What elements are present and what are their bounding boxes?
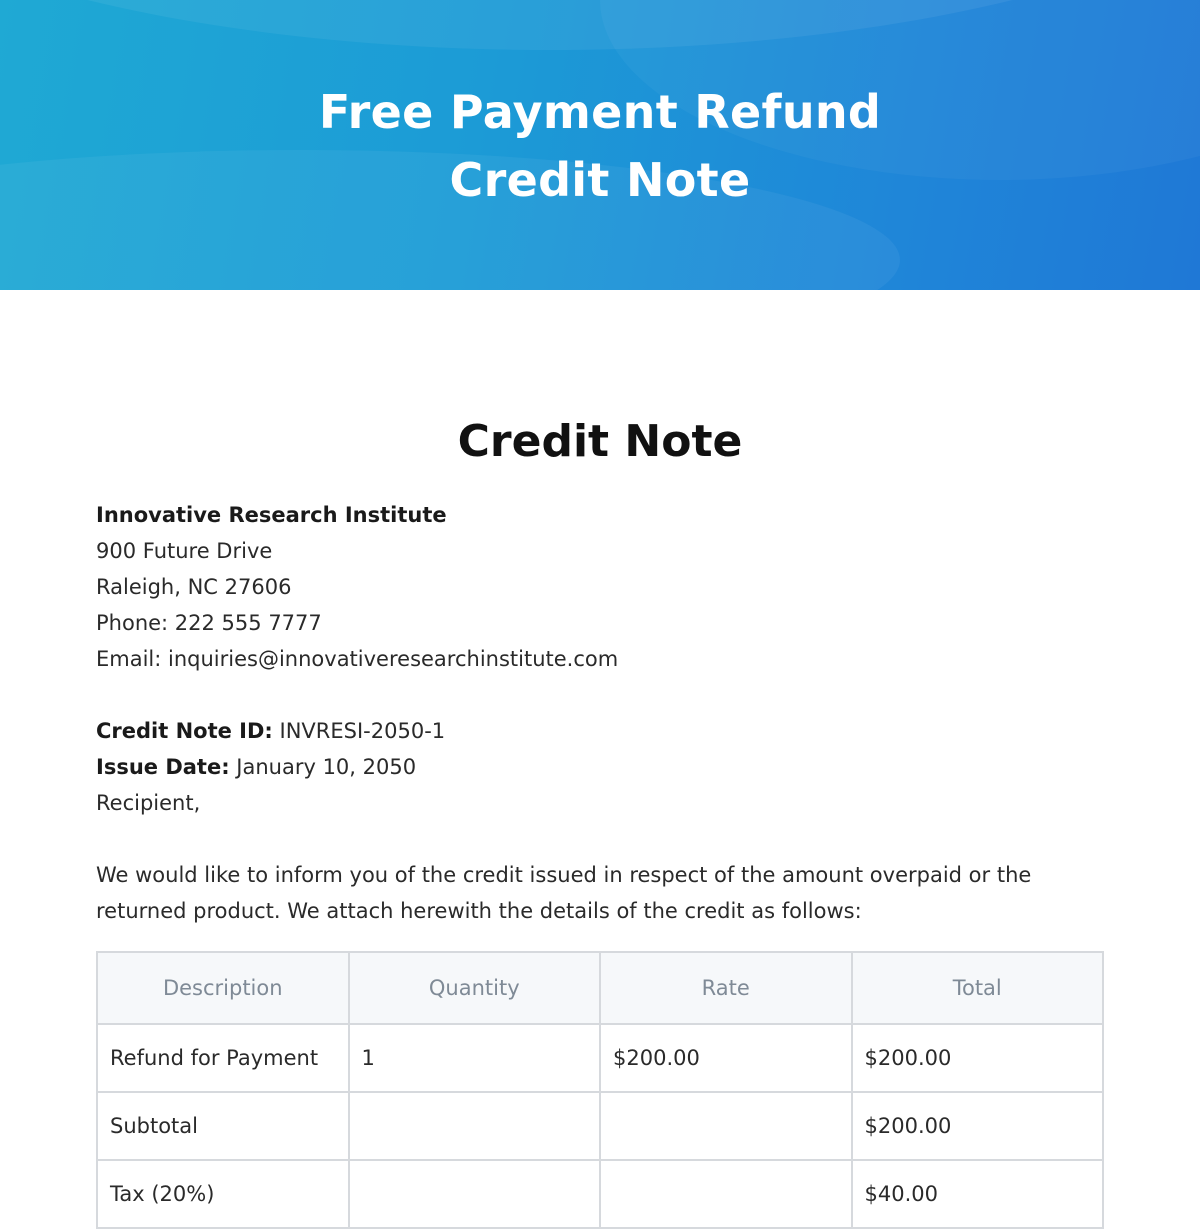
table-row (97, 1160, 1103, 1228)
cell-rate (600, 1092, 852, 1160)
column-header-rate: Rate (600, 952, 852, 1024)
header-banner (0, 0, 1200, 290)
issue-date-value: January 10, 2050 (229, 755, 417, 779)
recipient-greeting: Recipient, (96, 791, 201, 815)
issue-date (96, 749, 445, 785)
banner-title-line-1: Free Payment Refund (318, 85, 882, 139)
cell-quantity (349, 1092, 601, 1160)
cell-description: Refund for Payment (97, 1024, 349, 1092)
cell-description: Subtotal (97, 1092, 349, 1160)
table-header-row (97, 952, 1103, 1024)
column-header-total: Total (852, 952, 1104, 1024)
company-phone: Phone: 222 555 7777 (96, 611, 322, 635)
cell-quantity (349, 1160, 601, 1228)
cell-total: $40.00 (852, 1160, 1104, 1228)
company-address-line-1: 900 Future Drive (96, 539, 273, 563)
cell-rate: $200.00 (600, 1024, 852, 1092)
credit-note-id-label: Credit Note ID: (96, 719, 273, 743)
banner-title-line-2: Credit Note (449, 153, 751, 207)
cell-quantity: 1 (349, 1024, 601, 1092)
credit-note-id-value: INVRESI-2050-1 (272, 719, 446, 743)
credit-note-meta (96, 713, 445, 821)
table-row (97, 1092, 1103, 1160)
document-title: Credit Note (457, 416, 743, 467)
credit-details-table (96, 951, 1104, 1229)
company-info (96, 497, 618, 677)
banner-title (0, 78, 1200, 214)
intro-paragraph: We would like to inform you of the credit issued in respect of the amount overpaid or the returned product. We attach herewith the details of the credit as follows: (96, 863, 1032, 923)
company-email: Email: inquiries@innovativeresearchinstitute.com (96, 647, 619, 671)
credit-note-id (96, 713, 445, 749)
column-header-description: Description (97, 952, 349, 1024)
cell-description: Tax (20%) (97, 1160, 349, 1228)
company-address-line-2: Raleigh, NC 27606 (96, 575, 292, 599)
company-name: Innovative Research Institute (96, 503, 447, 527)
issue-date-label: Issue Date: (96, 755, 230, 779)
cell-total: $200.00 (852, 1092, 1104, 1160)
column-header-quantity: Quantity (349, 952, 601, 1024)
table-row (97, 1024, 1103, 1092)
cell-rate (600, 1160, 852, 1228)
cell-total: $200.00 (852, 1024, 1104, 1092)
